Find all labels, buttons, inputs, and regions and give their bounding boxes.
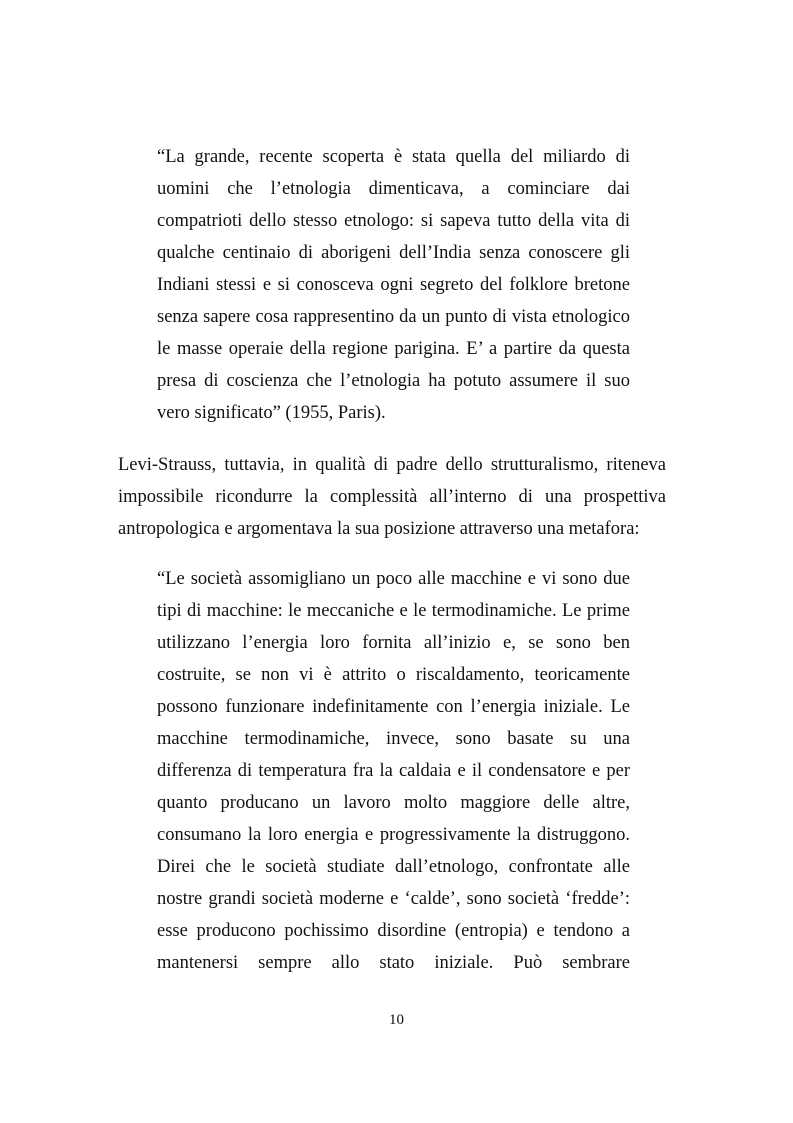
quote-line: macchine termodinamiche, invece, sono basate su una	[157, 729, 630, 749]
quote-line: senza sapere cosa rappresentino da un punto di vista etnologico	[157, 307, 630, 327]
quote-line: differenza di temperatura fra la caldaia e il condensatore e per	[157, 761, 630, 781]
page-number: 10	[389, 1012, 404, 1028]
quote-line: mantenersi sempre allo stato iniziale. Può sembrare	[157, 953, 630, 973]
quote-line: quanto producano un lavoro molto maggiore delle altre,	[157, 793, 630, 813]
quote-line: possono funzionare indefinitamente con l’energia iniziale. Le	[157, 697, 630, 717]
quote-line: qualche centinaio di aborigeni dell’India senza conoscere gli	[157, 243, 630, 263]
quote-line: Direi che le società studiate dall’etnologo, confrontate alle	[157, 857, 630, 877]
quote-line: “La grande, recente scoperta è stata quella del miliardo di	[157, 147, 630, 167]
quote-line: Indiani stessi e si conosceva ogni segreto del folklore bretone	[157, 275, 630, 295]
paragraph-line: antropologica e argomentava la sua posizione attraverso una metafora:	[118, 519, 640, 539]
quote-line: le masse operaie della regione parigina. E’ a partire da questa	[157, 339, 630, 359]
quote-line: compatrioti dello stesso etnologo: si sapeva tutto della vita di	[157, 211, 630, 231]
quote-line: esse producono pochissimo disordine (entropia) e tendono a	[157, 921, 630, 941]
paragraph-line: Levi-Strauss, tuttavia, in qualità di padre dello strutturalismo, riteneva	[118, 455, 666, 475]
quote-line: consumano la loro energia e progressivamente la distruggono.	[157, 825, 630, 845]
quote-line: presa di coscienza che l’etnologia ha potuto assumere il suo	[157, 371, 630, 391]
quote-line: costruite, se non vi è attrito o riscaldamento, teoricamente	[157, 665, 630, 685]
quote-line: vero significato” (1955, Paris).	[157, 403, 386, 423]
paragraph-line: impossibile ricondurre la complessità all’interno di una prospettiva	[118, 487, 666, 507]
quote-line: “Le società assomigliano un poco alle macchine e vi sono due	[157, 569, 630, 589]
quote-line: uomini che l’etnologia dimenticava, a cominciare dai	[157, 179, 630, 199]
quote-line: utilizzano l’energia loro fornita all’inizio e, se sono ben	[157, 633, 630, 653]
quote-line: tipi di macchine: le meccaniche e le termodinamiche. Le prime	[157, 601, 630, 621]
quote-line: nostre grandi società moderne e ‘calde’, sono società ‘fredde’:	[157, 889, 630, 909]
